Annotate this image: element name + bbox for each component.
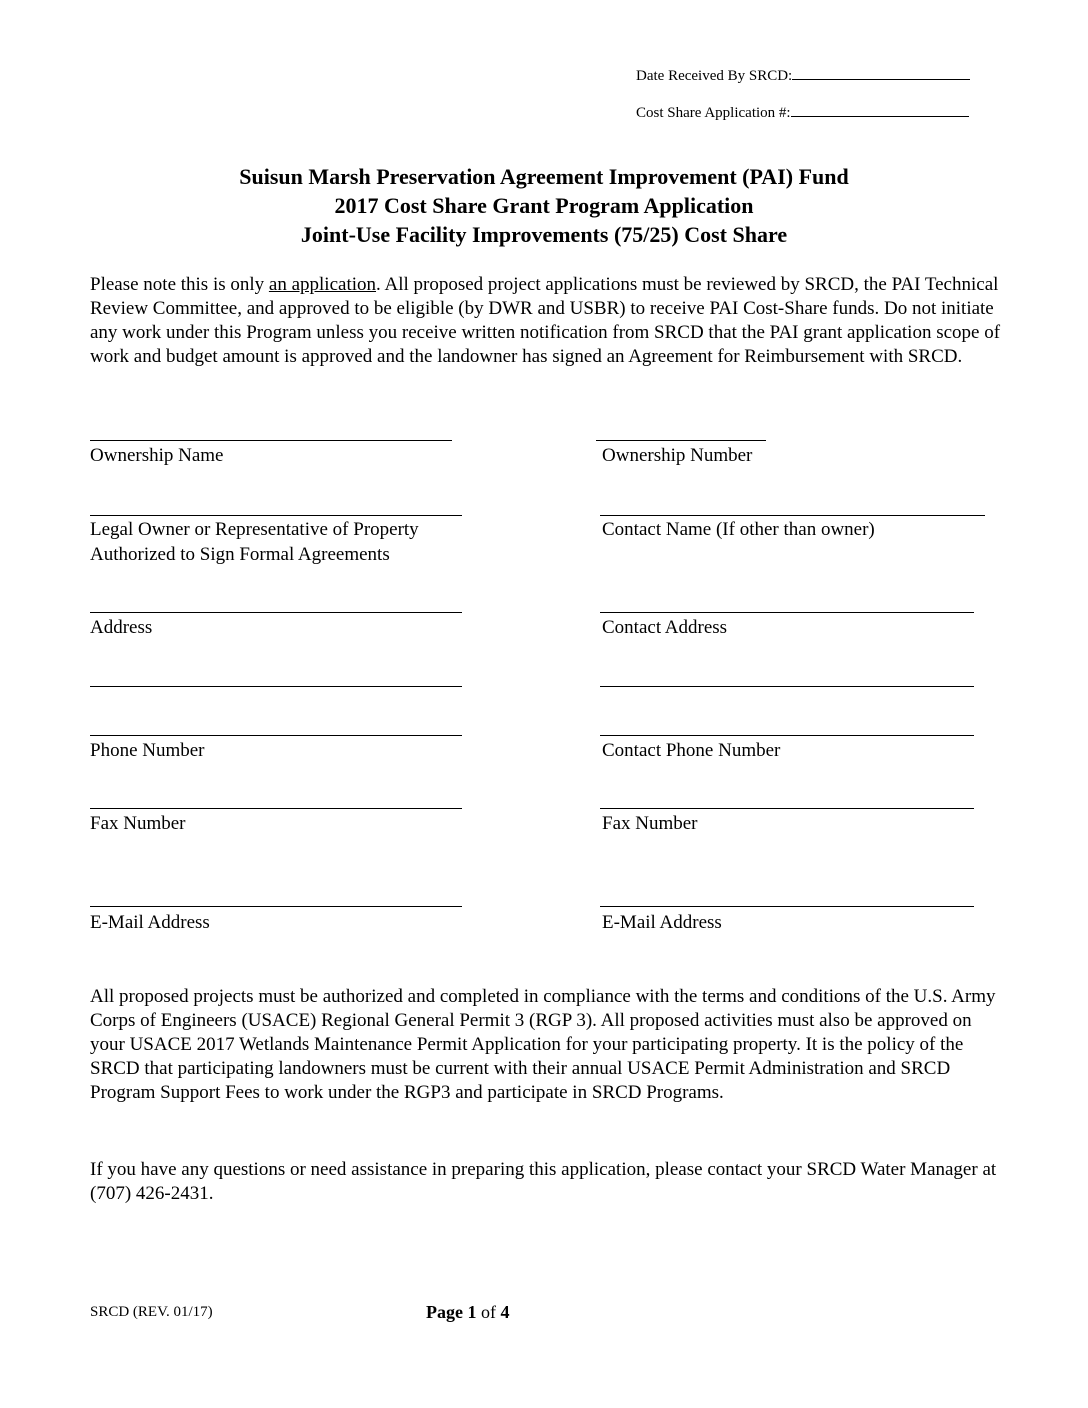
intro-underlined: an application bbox=[268, 274, 377, 295]
application-number-label: Cost Share Application #: bbox=[636, 105, 791, 121]
compliance-paragraph: All proposed projects must be authorized and completed in compliance with the terms and conditions of the U.S. Army Corps of Engineers (USACE) Regional General Permit 3 (RGP 3). All proposed activities must also be approved on your USACE 2017 Wetlands Maintenance Permit Application for your participating property. It is the policy of the SRCD that participating landowners must be current with their annual USACE Permit Administration and SRCD Program Support Fees to work under the RGP3 and participate in SRCD Programs. bbox=[90, 986, 996, 1103]
contact-address-label: Contact Address bbox=[602, 617, 728, 638]
document-title-line-2: 2017 Cost Share Grant Program Application bbox=[334, 193, 754, 218]
page-word: Page bbox=[426, 1302, 463, 1322]
legal-owner-line[interactable] bbox=[90, 515, 462, 516]
contact-email-line[interactable] bbox=[600, 906, 974, 907]
page-current: 1 bbox=[467, 1302, 477, 1322]
address-label: Address bbox=[90, 617, 153, 638]
phone-label: Phone Number bbox=[90, 740, 205, 761]
fax-line[interactable] bbox=[90, 808, 462, 809]
date-received-blank[interactable] bbox=[792, 66, 970, 80]
contact-email-label: E-Mail Address bbox=[602, 912, 722, 933]
intro-prefix: Please note this is only bbox=[90, 274, 269, 295]
legal-owner-label-1: Legal Owner or Representative of Property bbox=[90, 519, 419, 540]
address-line-2[interactable] bbox=[90, 686, 462, 687]
contact-fax-label: Fax Number bbox=[602, 813, 698, 834]
page-total: 4 bbox=[500, 1302, 510, 1322]
email-line[interactable] bbox=[90, 906, 462, 907]
page-indicator bbox=[426, 1302, 509, 1323]
contact-phone-line[interactable] bbox=[600, 735, 974, 736]
intro-suffix: . All proposed project applications must be reviewed by SRCD, the PAI Technical Review Committee, and approved to be eligible (by DWR and USBR) to receive PAI Cost-Share funds. Do not initiate any work under this Program unless you receive written notification from SRCD that the PAI grant application scope of work and budget amount is approved and the landowner has signed an Agreement for Reimbursement with SRCD. bbox=[90, 274, 1001, 367]
legal-owner-label-2: Authorized to Sign Formal Agreements bbox=[90, 544, 390, 565]
application-number-field bbox=[636, 103, 969, 122]
contact-paragraph: If you have any questions or need assistance in preparing this application, please contact your SRCD Water Manager at (707) 426-2431. bbox=[90, 1159, 997, 1204]
fax-label: Fax Number bbox=[90, 813, 186, 834]
ownership-name-label: Ownership Name bbox=[90, 445, 224, 466]
document-title-line-3: Joint-Use Facility Improvements (75/25) Cost Share bbox=[300, 222, 788, 247]
address-line[interactable] bbox=[90, 612, 462, 613]
contact-phone-label: Contact Phone Number bbox=[602, 740, 781, 761]
contact-address-line-2[interactable] bbox=[600, 686, 974, 687]
phone-line[interactable] bbox=[90, 735, 462, 736]
contact-fax-line[interactable] bbox=[600, 808, 974, 809]
page-of: of bbox=[480, 1302, 496, 1322]
contact-address-line[interactable] bbox=[600, 612, 974, 613]
application-number-blank[interactable] bbox=[791, 103, 969, 117]
intro-paragraph bbox=[90, 273, 1005, 369]
document-title-line-1: Suisun Marsh Preservation Agreement Improvement (PAI) Fund bbox=[239, 164, 849, 189]
date-received-field bbox=[636, 66, 970, 85]
contact-name-line[interactable] bbox=[600, 515, 985, 516]
ownership-name-line[interactable] bbox=[90, 440, 452, 441]
contact-name-label: Contact Name (If other than owner) bbox=[602, 519, 875, 540]
ownership-number-label: Ownership Number bbox=[602, 445, 753, 466]
email-label: E-Mail Address bbox=[90, 912, 210, 933]
ownership-number-line[interactable] bbox=[596, 440, 766, 441]
revision-label: SRCD (REV. 01/17) bbox=[90, 1304, 213, 1320]
date-received-label: Date Received By SRCD: bbox=[636, 68, 793, 84]
